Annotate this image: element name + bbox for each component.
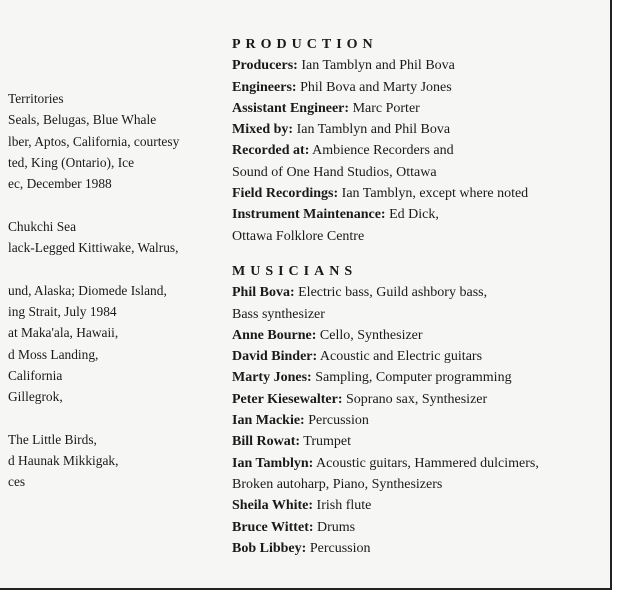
- production-heading: PRODUCTION: [232, 37, 378, 52]
- credit-line: [232, 140, 602, 161]
- musician-instruments: Cello, Synthesizer: [316, 327, 423, 343]
- credit-label: Assistant Engineer:: [232, 100, 350, 116]
- credit-text: Ed Dick,: [385, 207, 439, 223]
- musician-line: [232, 367, 602, 388]
- musician-name: David Binder:: [232, 349, 318, 365]
- musician-line: [232, 410, 602, 431]
- musician-line: [232, 517, 602, 538]
- musician-name: Marty Jones:: [232, 370, 312, 386]
- musician-name: Anne Bourne:: [232, 327, 317, 343]
- credit-label: Field Recordings:: [232, 186, 339, 202]
- musician-line: [232, 431, 602, 452]
- credit-text: Phil Bova and Marty Jones: [296, 79, 452, 95]
- musician-line: [232, 325, 602, 346]
- musician-name: Bruce Wittet:: [232, 519, 314, 535]
- credit-line: [232, 98, 602, 119]
- musician-instruments: Percussion: [306, 540, 371, 556]
- musician-instruments: Sampling, Computer programming: [311, 370, 512, 386]
- left-line: d Haunak Mikkigak,: [8, 453, 119, 469]
- musician-name: Phil Bova:: [232, 285, 295, 301]
- credit-line: [232, 183, 602, 204]
- musician-line: [232, 282, 602, 303]
- musicians-heading: MUSICIANS: [232, 263, 358, 279]
- left-line: d Moss Landing,: [8, 346, 99, 362]
- musicians-section: [232, 261, 602, 559]
- musician-instruments: Broken autoharp, Piano, Synthesizers: [232, 476, 443, 492]
- left-line: Territories: [8, 91, 64, 106]
- musician-line: [232, 304, 602, 325]
- musician-name: Sheila White:: [232, 498, 314, 514]
- credit-label: Recorded at:: [232, 143, 310, 159]
- musician-instruments: Bass synthesizer: [232, 306, 325, 322]
- left-line: ec, December 1988: [8, 176, 112, 192]
- left-line: lack-Legged Kittiwake, Walrus,: [8, 240, 179, 256]
- credit-line: [232, 119, 602, 140]
- musician-line: [232, 346, 602, 367]
- musician-instruments: Acoustic and Electric guitars: [317, 349, 483, 365]
- musician-instruments: Electric bass, Guild ashbory bass,: [294, 285, 488, 301]
- production-section: [232, 34, 602, 247]
- left-line: ces: [8, 474, 26, 490]
- musician-name: Peter Kiesewalter:: [232, 391, 343, 407]
- left-line: ted, King (Ontario), Ice: [8, 154, 135, 170]
- musician-instruments: Soprano sax, Synthesizer: [342, 391, 488, 407]
- musician-line: [232, 453, 602, 474]
- musician-instruments: Drums: [313, 519, 356, 535]
- credit-label: Producers:: [232, 58, 298, 74]
- musician-name: Ian Tamblyn:: [232, 455, 314, 471]
- credit-label: Engineers:: [232, 79, 297, 95]
- musician-name: Bill Rowat:: [232, 434, 301, 450]
- musician-line: [232, 495, 602, 516]
- credit-text: Ottawa Folklore Centre: [232, 228, 365, 244]
- credit-text: Marc Porter: [349, 100, 420, 116]
- musician-instruments: Trumpet: [300, 434, 352, 450]
- credit-line: [232, 162, 602, 183]
- credit-line: [232, 204, 602, 225]
- left-line: ing Strait, July 1984: [8, 303, 117, 319]
- musician-line: [232, 474, 602, 495]
- credits-column: [232, 34, 602, 559]
- spacer: [8, 194, 208, 215]
- spacer: [8, 407, 208, 428]
- left-line: lber, Aptos, California, courtesy: [8, 133, 180, 149]
- left-line: at Maka'ala, Hawaii,: [8, 325, 119, 341]
- left-column-notes: [8, 88, 208, 493]
- credit-text: Sound of One Hand Studios, Ottawa: [232, 164, 437, 180]
- left-line: und, Alaska; Diomede Island,: [8, 282, 167, 298]
- left-line: Chukchi Sea: [8, 218, 77, 234]
- left-line: The Little Birds,: [8, 431, 97, 447]
- credit-line: [232, 226, 602, 247]
- spacer: [8, 258, 208, 279]
- musician-line: [232, 538, 602, 559]
- credit-label: Mixed by:: [232, 122, 294, 138]
- credit-text: Ian Tamblyn and Phil Bova: [297, 58, 455, 74]
- left-line: Gillegrok,: [8, 389, 63, 405]
- credit-text: Ian Tamblyn and Phil Bova: [293, 122, 451, 138]
- credit-line: [232, 55, 602, 76]
- musician-instruments: Acoustic guitars, Hammered dulcimers,: [313, 455, 539, 471]
- left-line: Seals, Belugas, Blue Whale: [8, 112, 157, 128]
- credit-text: Ambience Recorders and: [309, 143, 454, 159]
- credit-label: Instrument Maintenance:: [232, 207, 386, 223]
- credit-line: [232, 77, 602, 98]
- musician-instruments: Irish flute: [313, 498, 372, 514]
- musician-name: Bob Libbey:: [232, 540, 307, 556]
- credit-text: Ian Tamblyn, except where noted: [338, 186, 529, 202]
- musician-name: Ian Mackie:: [232, 413, 305, 429]
- musician-instruments: Percussion: [304, 413, 369, 429]
- musician-line: [232, 389, 602, 410]
- left-line: California: [8, 367, 63, 383]
